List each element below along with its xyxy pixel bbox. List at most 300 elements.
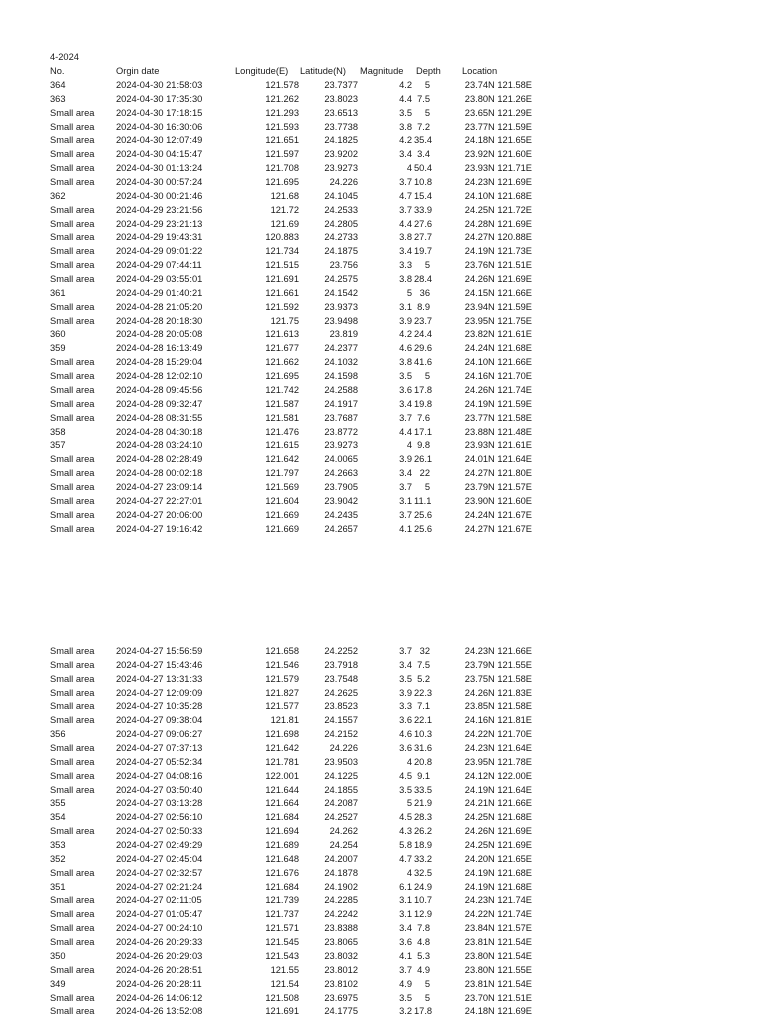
cell-location: 24.16N 121.70E: [464, 371, 532, 382]
cell-location: 24.23N 121.74E: [464, 895, 532, 906]
cell-origin-date: 2024-04-27 13:31:33: [116, 673, 203, 684]
cell-magnitude: 3.3: [399, 260, 412, 271]
cell-magnitude: 3.7: [399, 481, 412, 492]
cell-no: Small area: [50, 1006, 95, 1017]
table-row: [0, 784, 768, 798]
cell-location: 23.77N 121.58E: [464, 412, 532, 423]
cell-magnitude: 3.5: [399, 107, 412, 118]
cell-no: Small area: [50, 715, 95, 726]
cell-magnitude: 5: [406, 798, 412, 809]
cell-latitude: 24.2285: [324, 895, 358, 906]
table-row: [0, 992, 768, 1006]
cell-magnitude: 3.9: [399, 687, 412, 698]
cell-no: Small area: [50, 260, 95, 271]
cell-origin-date: 2024-04-29 23:21:56: [116, 204, 203, 215]
cell-longitude: 121.578: [265, 80, 299, 90]
cell-magnitude: 4.3: [399, 826, 412, 837]
cell-origin-date: 2024-04-27 01:05:47: [116, 909, 203, 920]
cell-depth: 33.9: [414, 204, 433, 215]
cell-latitude: 23.6975: [324, 992, 358, 1003]
cell-depth: 5: [424, 260, 430, 271]
cell-longitude: 121.684: [265, 812, 299, 823]
cell-latitude: 24.1557: [324, 715, 358, 726]
cell-no: Small area: [50, 867, 95, 878]
cell-latitude: 24.2087: [324, 798, 358, 809]
cell-origin-date: 2024-04-27 07:37:13: [116, 743, 203, 754]
cell-location: 23.79N 121.55E: [464, 659, 532, 670]
cell-origin-date: 2024-04-26 13:52:08: [116, 1006, 203, 1017]
cell-location: 24.27N 121.67E: [464, 523, 532, 534]
cell-location: 24.19N 121.59E: [464, 398, 532, 409]
cell-latitude: 24.1917: [324, 398, 358, 409]
cell-latitude: 24.226: [329, 743, 358, 754]
table-row: [0, 245, 768, 259]
cell-origin-date: 2024-04-27 23:09:14: [116, 481, 203, 492]
cell-latitude: 24.2805: [324, 218, 358, 229]
cell-depth: 32: [419, 646, 430, 656]
cell-latitude: 24.2575: [324, 274, 358, 285]
cell-origin-date: 2024-04-29 23:21:13: [116, 218, 203, 229]
cell-location: 24.10N 121.66E: [464, 357, 532, 368]
cell-depth: 8.9: [417, 301, 430, 312]
cell-no: 354: [50, 812, 66, 823]
cell-magnitude: 4.7: [399, 853, 412, 864]
table-row: [0, 398, 768, 412]
cell-magnitude: 4.6: [399, 729, 412, 740]
cell-longitude: 121.651: [265, 135, 299, 146]
cell-magnitude: 4.1: [399, 523, 412, 534]
cell-latitude: 24.1225: [324, 770, 358, 781]
cell-origin-date: 2024-04-29 07:44:11: [116, 260, 202, 271]
table-row: [0, 342, 768, 356]
cell-origin-date: 2024-04-29 01:40:21: [116, 287, 203, 298]
cell-magnitude: 4.5: [399, 812, 412, 823]
cell-latitude: 24.0065: [324, 454, 358, 465]
cell-no: 350: [50, 950, 66, 961]
cell-location: 24.18N 121.69E: [464, 1006, 532, 1017]
cell-location: 24.26N 121.74E: [464, 384, 532, 395]
cell-longitude: 121.55: [270, 964, 299, 975]
cell-depth: 33.2: [414, 853, 433, 864]
cell-no: Small area: [50, 481, 95, 492]
cell-origin-date: 2024-04-27 03:13:28: [116, 798, 203, 809]
cell-latitude: 23.7738: [324, 121, 358, 132]
cell-no: Small area: [50, 659, 95, 670]
cell-location: 24.23N 121.69E: [464, 177, 532, 188]
cell-depth: 29.6: [414, 343, 433, 354]
cell-location: 24.12N 122.00E: [464, 770, 532, 781]
table-row: [0, 659, 768, 673]
table-row: [0, 134, 768, 148]
cell-origin-date: 2024-04-28 02:28:49: [116, 454, 203, 465]
table-row: [0, 301, 768, 315]
cell-no: 349: [50, 978, 66, 989]
cell-location: 23.94N 121.59E: [464, 301, 532, 312]
cell-no: Small area: [50, 743, 95, 754]
table-row: [0, 867, 768, 881]
cell-no: Small area: [50, 246, 95, 257]
cell-latitude: 24.226: [329, 177, 358, 188]
cell-latitude: 23.6513: [324, 107, 358, 118]
cell-depth: 4.8: [417, 937, 430, 948]
cell-latitude: 24.2533: [324, 204, 358, 215]
cell-no: Small area: [50, 468, 95, 479]
table-row: [0, 853, 768, 867]
cell-latitude: 23.9498: [324, 315, 358, 326]
cell-longitude: 121.684: [265, 881, 299, 892]
cell-depth: 7.2: [417, 121, 430, 132]
cell-magnitude: 3.2: [399, 1006, 412, 1017]
cell-latitude: 23.7918: [324, 659, 358, 670]
cell-location: 23.95N 121.78E: [464, 756, 532, 767]
cell-depth: 28.4: [414, 274, 433, 285]
cell-magnitude: 4: [406, 163, 412, 174]
cell-longitude: 121.827: [265, 687, 299, 698]
cell-location: 23.80N 121.55E: [464, 964, 532, 975]
cell-latitude: 24.2733: [324, 232, 358, 243]
table-row: [0, 1005, 768, 1019]
cell-no: 364: [50, 80, 66, 90]
cell-magnitude: 4.2: [399, 329, 412, 340]
cell-latitude: 24.2435: [324, 509, 358, 520]
cell-depth: 22.1: [414, 715, 433, 726]
cell-latitude: 23.7905: [324, 481, 358, 492]
cell-no: 353: [50, 840, 66, 851]
cell-latitude: 23.8023: [324, 93, 358, 104]
cell-depth: 10.8: [414, 177, 433, 188]
cell-depth: 7.5: [417, 659, 430, 670]
cell-location: 24.10N 121.68E: [464, 190, 532, 201]
cell-no: Small area: [50, 121, 95, 132]
cell-latitude: 24.262: [329, 826, 358, 837]
cell-longitude: 121.592: [265, 301, 299, 312]
cell-no: Small area: [50, 937, 95, 948]
cell-no: Small area: [50, 398, 95, 409]
cell-no: Small area: [50, 454, 95, 465]
cell-latitude: 23.8523: [324, 701, 358, 712]
cell-no: Small area: [50, 371, 95, 382]
cell-no: 356: [50, 729, 66, 740]
cell-magnitude: 3.3: [399, 701, 412, 712]
cell-location: 24.19N 121.68E: [464, 881, 532, 892]
table-row: [0, 908, 768, 922]
table-row: [0, 756, 768, 770]
cell-depth: 5: [424, 107, 430, 118]
table-row: [0, 894, 768, 908]
cell-longitude: 121.691: [265, 1006, 299, 1017]
table-row: [0, 356, 768, 370]
cell-longitude: 121.742: [265, 384, 299, 395]
cell-no: Small area: [50, 756, 95, 767]
table-row: [0, 687, 768, 701]
cell-no: Small area: [50, 673, 95, 684]
cell-magnitude: 3.5: [399, 673, 412, 684]
cell-no: Small area: [50, 135, 95, 146]
cell-latitude: 23.9202: [324, 149, 358, 160]
cell-depth: 9.1: [417, 770, 430, 781]
cell-origin-date: 2024-04-27 05:52:34: [116, 756, 203, 767]
cell-location: 24.19N 121.68E: [464, 867, 532, 878]
cell-latitude: 24.1598: [324, 371, 358, 382]
cell-no: Small area: [50, 232, 95, 243]
cell-latitude: 24.2252: [324, 646, 358, 656]
cell-origin-date: 2024-04-28 16:13:49: [116, 343, 203, 354]
cell-location: 23.70N 121.51E: [464, 992, 532, 1003]
cell-location: 24.28N 121.69E: [464, 218, 532, 229]
cell-longitude: 121.579: [265, 673, 299, 684]
cell-origin-date: 2024-04-28 20:05:08: [116, 329, 203, 340]
cell-location: 23.81N 121.54E: [464, 937, 532, 948]
header-row: [0, 65, 768, 79]
cell-longitude: 121.698: [265, 729, 299, 740]
cell-no: Small area: [50, 301, 95, 312]
cell-latitude: 23.8102: [324, 978, 358, 989]
cell-longitude: 121.72: [270, 204, 299, 215]
cell-magnitude: 4.5: [399, 770, 412, 781]
cell-origin-date: 2024-04-28 21:05:20: [116, 301, 203, 312]
cell-no: Small area: [50, 204, 95, 215]
cell-latitude: 23.9042: [324, 495, 358, 506]
cell-no: Small area: [50, 523, 95, 534]
cell-location: 24.22N 121.74E: [464, 909, 532, 920]
cell-magnitude: 4.1: [399, 950, 412, 961]
cell-longitude: 121.515: [265, 260, 299, 271]
cell-longitude: 120.883: [265, 232, 299, 243]
cell-no: Small area: [50, 923, 95, 934]
header-depth: Depth: [416, 66, 441, 76]
cell-latitude: 23.8388: [324, 923, 358, 934]
cell-longitude: 121.658: [265, 646, 299, 656]
cell-depth: 20.8: [414, 756, 433, 767]
cell-depth: 12.9: [414, 909, 433, 920]
cell-latitude: 23.756: [329, 260, 358, 271]
cell-location: 24.27N 120.88E: [464, 232, 532, 243]
cell-magnitude: 4: [406, 867, 412, 878]
cell-depth: 17.1: [414, 426, 433, 437]
cell-no: Small area: [50, 895, 95, 906]
table-row: [0, 259, 768, 273]
cell-latitude: 24.1875: [324, 246, 358, 257]
cell-location: 23.80N 121.54E: [464, 950, 532, 961]
cell-latitude: 24.2625: [324, 687, 358, 698]
cell-longitude: 121.577: [265, 701, 299, 712]
table-row: [0, 439, 768, 453]
cell-depth: 41.6: [414, 357, 433, 368]
cell-depth: 7.6: [417, 412, 430, 423]
cell-location: 24.26N 121.69E: [464, 826, 532, 837]
cell-magnitude: 3.5: [399, 992, 412, 1003]
cell-location: 23.95N 121.75E: [464, 315, 532, 326]
cell-magnitude: 4.4: [399, 426, 412, 437]
cell-depth: 4.9: [417, 964, 430, 975]
cell-location: 23.75N 121.58E: [464, 673, 532, 684]
cell-no: Small area: [50, 909, 95, 920]
cell-location: 24.25N 121.68E: [464, 812, 532, 823]
cell-magnitude: 4.2: [399, 80, 412, 90]
cell-no: Small area: [50, 163, 95, 174]
cell-depth: 32.5: [414, 867, 433, 878]
cell-longitude: 121.737: [265, 909, 299, 920]
cell-magnitude: 3.1: [399, 895, 412, 906]
cell-origin-date: 2024-04-28 00:02:18: [116, 468, 203, 479]
cell-origin-date: 2024-04-28 04:30:18: [116, 426, 203, 437]
table-row: [0, 121, 768, 135]
cell-longitude: 121.293: [265, 107, 299, 118]
cell-latitude: 23.7377: [324, 80, 358, 90]
cell-latitude: 24.1902: [324, 881, 358, 892]
cell-depth: 5: [424, 481, 430, 492]
cell-depth: 23.7: [414, 315, 433, 326]
cell-location: 24.25N 121.72E: [464, 204, 532, 215]
cell-latitude: 23.819: [329, 329, 358, 340]
cell-location: 24.19N 121.73E: [464, 246, 532, 257]
cell-origin-date: 2024-04-30 16:30:06: [116, 121, 203, 132]
cell-latitude: 24.1878: [324, 867, 358, 878]
table-row: [0, 176, 768, 190]
cell-longitude: 121.691: [265, 274, 299, 285]
table-row: [0, 231, 768, 245]
cell-location: 23.77N 121.59E: [464, 121, 532, 132]
cell-no: Small area: [50, 384, 95, 395]
cell-magnitude: 4: [406, 756, 412, 767]
cell-depth: 5: [424, 978, 430, 989]
cell-origin-date: 2024-04-28 12:02:10: [116, 371, 203, 382]
cell-origin-date: 2024-04-27 02:56:10: [116, 812, 203, 823]
cell-no: Small area: [50, 149, 95, 160]
table-row: [0, 673, 768, 687]
cell-no: 352: [50, 853, 66, 864]
cell-longitude: 121.677: [265, 343, 299, 354]
cell-magnitude: 3.7: [399, 646, 412, 656]
header-latitude: Latitude(N): [300, 66, 346, 76]
cell-origin-date: 2024-04-28 09:45:56: [116, 384, 203, 395]
cell-latitude: 23.8032: [324, 950, 358, 961]
cell-latitude: 24.2377: [324, 343, 358, 354]
cell-origin-date: 2024-04-29 19:43:31: [116, 232, 203, 243]
cell-magnitude: 4.6: [399, 343, 412, 354]
cell-latitude: 24.1045: [324, 190, 358, 201]
cell-longitude: 121.54: [270, 978, 299, 989]
cell-longitude: 121.664: [265, 798, 299, 809]
cell-origin-date: 2024-04-27 02:32:57: [116, 867, 203, 878]
cell-no: Small area: [50, 177, 95, 188]
cell-location: 24.19N 121.64E: [464, 784, 532, 795]
cell-origin-date: 2024-04-28 20:18:30: [116, 315, 203, 326]
cell-magnitude: 3.8: [399, 357, 412, 368]
cell-magnitude: 4.4: [399, 218, 412, 229]
cell-depth: 25.6: [414, 523, 433, 534]
table-row: [0, 412, 768, 426]
cell-origin-date: 2024-04-27 10:35:28: [116, 701, 203, 712]
cell-origin-date: 2024-04-28 03:24:10: [116, 440, 203, 451]
table-row: [0, 922, 768, 936]
table-row: [0, 287, 768, 301]
cell-depth: 9.8: [417, 440, 430, 451]
cell-latitude: 23.7687: [324, 412, 358, 423]
cell-latitude: 24.2588: [324, 384, 358, 395]
cell-location: 24.24N 121.67E: [464, 509, 532, 520]
cell-longitude: 121.587: [265, 398, 299, 409]
cell-depth: 19.7: [414, 246, 433, 257]
table-row: [0, 645, 768, 659]
cell-depth: 26.2: [414, 826, 433, 837]
cell-depth: 22.3: [414, 687, 433, 698]
table-row: [0, 495, 768, 509]
table-row: [0, 190, 768, 204]
cell-longitude: 121.476: [265, 426, 299, 437]
table-row: [0, 328, 768, 342]
cell-origin-date: 2024-04-27 22:27:01: [116, 495, 203, 506]
cell-location: 23.76N 121.51E: [464, 260, 532, 271]
table-row: [0, 964, 768, 978]
cell-longitude: 121.68: [270, 190, 299, 201]
cell-depth: 21.9: [414, 798, 433, 809]
cell-longitude: 122.001: [265, 770, 299, 781]
cell-magnitude: 5.8: [399, 840, 412, 851]
cell-origin-date: 2024-04-28 09:32:47: [116, 398, 203, 409]
cell-location: 23.92N 121.60E: [464, 149, 532, 160]
cell-latitude: 24.254: [329, 840, 358, 851]
cell-no: Small area: [50, 770, 95, 781]
cell-origin-date: 2024-04-26 20:28:51: [116, 964, 203, 975]
cell-latitude: 23.9503: [324, 756, 358, 767]
cell-depth: 5.2: [417, 673, 430, 684]
cell-location: 23.93N 121.61E: [464, 440, 532, 451]
cell-location: 23.93N 121.71E: [464, 163, 532, 174]
cell-location: 23.81N 121.54E: [464, 978, 532, 989]
cell-depth: 33.5: [414, 784, 433, 795]
cell-longitude: 121.546: [265, 659, 299, 670]
cell-depth: 27.7: [414, 232, 433, 243]
cell-no: 360: [50, 329, 66, 340]
cell-depth: 11.1: [414, 495, 432, 506]
cell-depth: 24.4: [414, 329, 433, 340]
sheet-title: 4-2024: [50, 52, 79, 62]
table-row: [0, 811, 768, 825]
cell-magnitude: 3.4: [399, 659, 412, 670]
cell-longitude: 121.797: [265, 468, 299, 479]
cell-origin-date: 2024-04-27 02:49:29: [116, 840, 203, 851]
cell-no: Small area: [50, 107, 95, 118]
table-row: [0, 384, 768, 398]
table-row: [0, 426, 768, 440]
cell-magnitude: 3.4: [399, 468, 412, 479]
cell-no: Small area: [50, 509, 95, 520]
cell-depth: 17.8: [414, 384, 433, 395]
cell-longitude: 121.613: [265, 329, 299, 340]
cell-location: 23.85N 121.58E: [464, 701, 532, 712]
cell-longitude: 121.734: [265, 246, 299, 257]
cell-location: 24.25N 121.69E: [464, 840, 532, 851]
cell-location: 23.82N 121.61E: [464, 329, 532, 340]
cell-depth: 15.4: [414, 190, 433, 201]
cell-longitude: 121.593: [265, 121, 299, 132]
cell-depth: 27.6: [414, 218, 433, 229]
table-row: [0, 93, 768, 107]
cell-no: Small area: [50, 826, 95, 837]
cell-no: 357: [50, 440, 66, 451]
cell-longitude: 121.689: [265, 840, 299, 851]
cell-longitude: 121.545: [265, 937, 299, 948]
cell-latitude: 23.8012: [324, 964, 358, 975]
cell-magnitude: 3.7: [399, 177, 412, 188]
table-row: [0, 107, 768, 121]
cell-no: 363: [50, 93, 66, 104]
cell-no: Small area: [50, 992, 95, 1003]
cell-magnitude: 3.6: [399, 384, 412, 395]
cell-latitude: 24.2152: [324, 729, 358, 740]
cell-longitude: 121.75: [270, 315, 299, 326]
